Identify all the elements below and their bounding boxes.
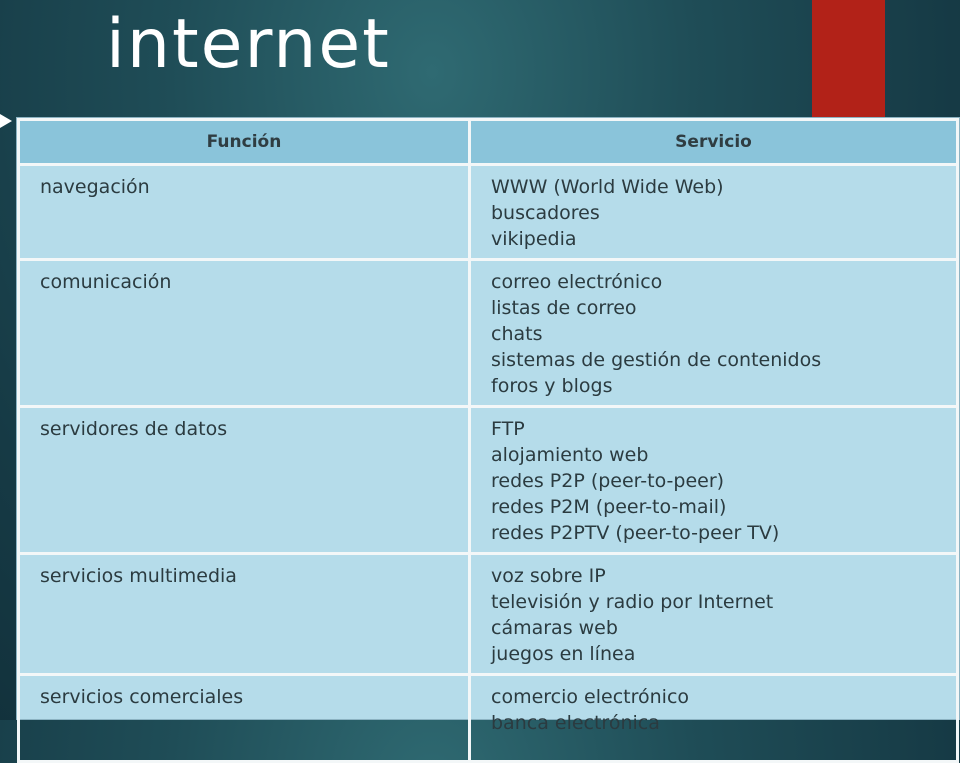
header-funcion: Función — [19, 120, 470, 165]
services-table — [17, 118, 959, 763]
table-row — [19, 675, 958, 762]
service-item: correo electrónico — [491, 271, 663, 293]
service-item: listas de correo — [491, 297, 637, 319]
services-cell — [470, 260, 958, 407]
table-row — [19, 260, 958, 407]
service-item: foros y blogs — [491, 375, 613, 397]
table-row — [19, 165, 958, 260]
service-item: WWW (World Wide Web) — [491, 176, 724, 198]
service-item: alojamiento web — [491, 444, 649, 466]
function-cell: servidores de datos — [19, 407, 470, 554]
service-item: redes P2M (peer-to-mail) — [491, 496, 727, 518]
function-cell: servicios comerciales — [19, 675, 470, 762]
header-servicio: Servicio — [470, 120, 958, 165]
service-item: vikipedia — [491, 228, 577, 250]
function-cell: comunicación — [19, 260, 470, 407]
table-row — [19, 554, 958, 675]
function-cell: servicios multimedia — [19, 554, 470, 675]
red-accent-tab — [812, 0, 885, 117]
service-item: redes P2PTV (peer-to-peer TV) — [491, 522, 780, 544]
service-item: televisión y radio por Internet — [491, 591, 774, 613]
services-cell — [470, 407, 958, 554]
service-item: redes P2P (peer-to-peer) — [491, 470, 725, 492]
services-cell — [470, 165, 958, 260]
service-item: FTP — [491, 418, 525, 440]
table-header-row — [19, 120, 958, 165]
table-row — [19, 407, 958, 554]
service-item: chats — [491, 323, 543, 345]
service-item: buscadores — [491, 202, 600, 224]
service-item: voz sobre IP — [491, 565, 606, 587]
slide-title: internet — [106, 5, 391, 84]
bullet-arrow-icon — [0, 114, 12, 128]
service-item: juegos en línea — [491, 643, 636, 665]
service-item: cámaras web — [491, 617, 618, 639]
services-cell — [470, 675, 958, 762]
function-cell: navegación — [19, 165, 470, 260]
service-item: sistemas de gestión de contenidos — [491, 349, 822, 371]
service-item: banca electrónica — [491, 712, 660, 734]
services-cell — [470, 554, 958, 675]
service-item: comercio electrónico — [491, 686, 690, 708]
services-table-image — [16, 117, 960, 734]
